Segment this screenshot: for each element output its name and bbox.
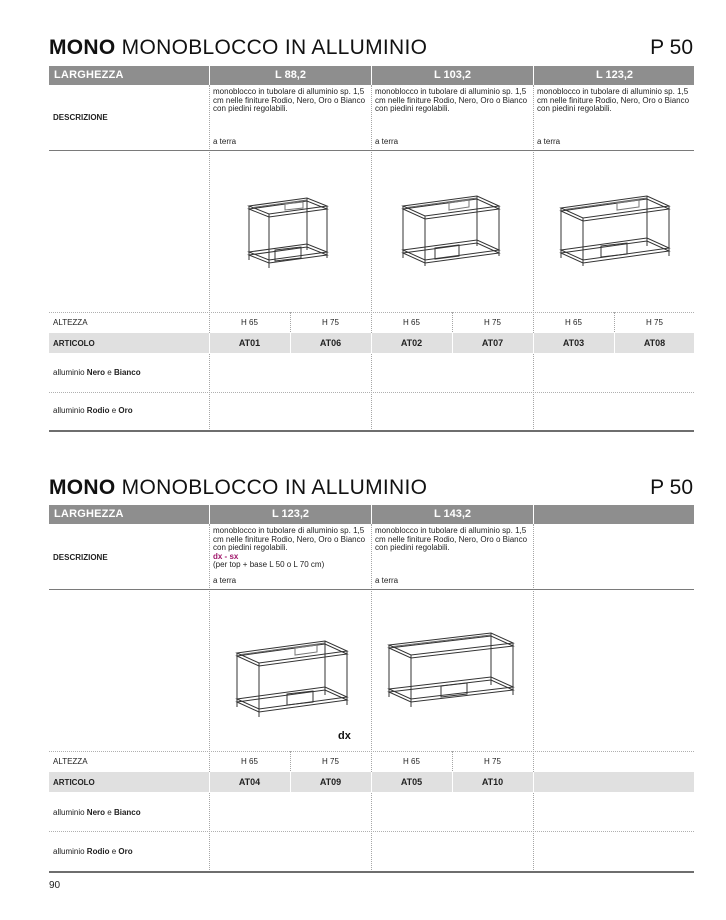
table1-article-1: AT01	[238, 338, 261, 348]
table2-height-1: H 65	[241, 757, 258, 766]
table2-description-1: monoblocco in tubolare di alluminio sp. 1,5 cm nelle finiture Rodio, Nero, Oro o Bianco con piedini regolabili. dx - sx (per top + base L 50 o L 70 cm)	[213, 526, 366, 569]
table2-article-1: AT04	[238, 777, 261, 787]
table1-drawing-2	[399, 186, 509, 266]
table2-header	[49, 505, 694, 524]
table1-ground-2: a terra	[375, 137, 399, 146]
table2-article-4: AT10	[481, 777, 504, 787]
table2-width-2: L 143,2	[433, 508, 472, 520]
table2-drawing-2	[385, 627, 525, 712]
table1-article-label: ARTICOLO	[53, 339, 95, 348]
table1-height-4: H 75	[484, 318, 501, 327]
table1-article-6: AT08	[643, 338, 666, 348]
table1-height-5: H 65	[565, 318, 582, 327]
table2-article-label: ARTICOLO	[53, 778, 95, 787]
table2-finish-row-2: alluminio Rodio e Oro	[53, 847, 133, 856]
table2-width-label: LARGHEZZA	[54, 508, 124, 520]
table1-description-3: monoblocco in tubolare di alluminio sp. 1,5 cm nelle finiture Rodio, Nero, Oro o Bianco con piedini regolabili.	[537, 87, 690, 113]
table1-description-2: monoblocco in tubolare di alluminio sp. 1,5 cm nelle finiture Rodio, Nero, Oro o Bianco con piedini regolabili.	[375, 87, 528, 113]
table2-drawing-label: dx	[338, 730, 351, 742]
table1-description-1: monoblocco in tubolare di alluminio sp. 1,5 cm nelle finiture Rodio, Nero, Oro o Bianco con piedini regolabili.	[213, 87, 366, 113]
table1-ground-3: a terra	[537, 137, 561, 146]
table2-variant: dx - sx	[213, 551, 239, 561]
table1-height-label: ALTEZZA	[53, 318, 88, 327]
table1-height-3: H 65	[403, 318, 420, 327]
table2-description-2: monoblocco in tubolare di alluminio sp. 1,5 cm nelle finiture Rodio, Nero, Oro o Bianco con piedini regolabili.	[375, 526, 528, 552]
table1-description-label: DESCRIZIONE	[53, 113, 108, 122]
table1-width-1: L 88,2	[275, 69, 306, 81]
table1	[49, 66, 694, 432]
table1-article-2: AT06	[319, 338, 342, 348]
table1-height-6: H 75	[646, 318, 663, 327]
page-number: 90	[49, 880, 61, 891]
table1-width-2: L 103,2	[433, 69, 472, 81]
table1-article-3: AT02	[400, 338, 423, 348]
table1-title	[49, 36, 427, 60]
table2-title	[49, 476, 427, 500]
table1-height-2: H 75	[322, 318, 339, 327]
table2-drawing-1	[233, 629, 358, 719]
table2-height-label: ALTEZZA	[53, 757, 88, 766]
table2-title-bold: MONO	[49, 476, 116, 499]
table1-drawing-1	[245, 190, 335, 270]
table1-finish-row-2: alluminio Rodio e Oro	[53, 406, 133, 415]
table2-title-rest: MONOBLOCCO IN ALLUMINIO	[121, 476, 428, 499]
table2-article-2: AT09	[319, 777, 342, 787]
table2-description-label: DESCRIZIONE	[53, 553, 108, 562]
table2-width-1: L 123,2	[271, 508, 310, 520]
table2-height-4: H 75	[484, 757, 501, 766]
table2-ground-2: a terra	[375, 576, 399, 585]
table1-width-label: LARGHEZZA	[54, 69, 124, 81]
table1-ground-1: a terra	[213, 137, 237, 146]
table2-note: (per top + base L 50 o L 70 cm)	[213, 560, 325, 569]
table2	[49, 505, 694, 873]
table1-drawing-3	[557, 186, 677, 266]
table1-article-5: AT03	[562, 338, 585, 348]
table1-height-1: H 65	[241, 318, 258, 327]
table1-title-rest: MONOBLOCCO IN ALLUMINIO	[121, 36, 428, 59]
table2-article-3: AT05	[400, 777, 423, 787]
table1-width-3: L 123,2	[595, 69, 634, 81]
table1-header	[49, 66, 694, 85]
table1-title-bold: MONO	[49, 36, 116, 59]
table2-finish-row-1: alluminio Nero e Bianco	[53, 808, 141, 817]
table2-height-3: H 65	[403, 757, 420, 766]
table1-depth-code: P 50	[650, 36, 693, 59]
table2-height-2: H 75	[322, 757, 339, 766]
table2-depth-code: P 50	[650, 476, 693, 499]
table1-article-4: AT07	[481, 338, 504, 348]
table2-ground-1: a terra	[213, 576, 237, 585]
table1-finish-row-1: alluminio Nero e Bianco	[53, 368, 141, 377]
